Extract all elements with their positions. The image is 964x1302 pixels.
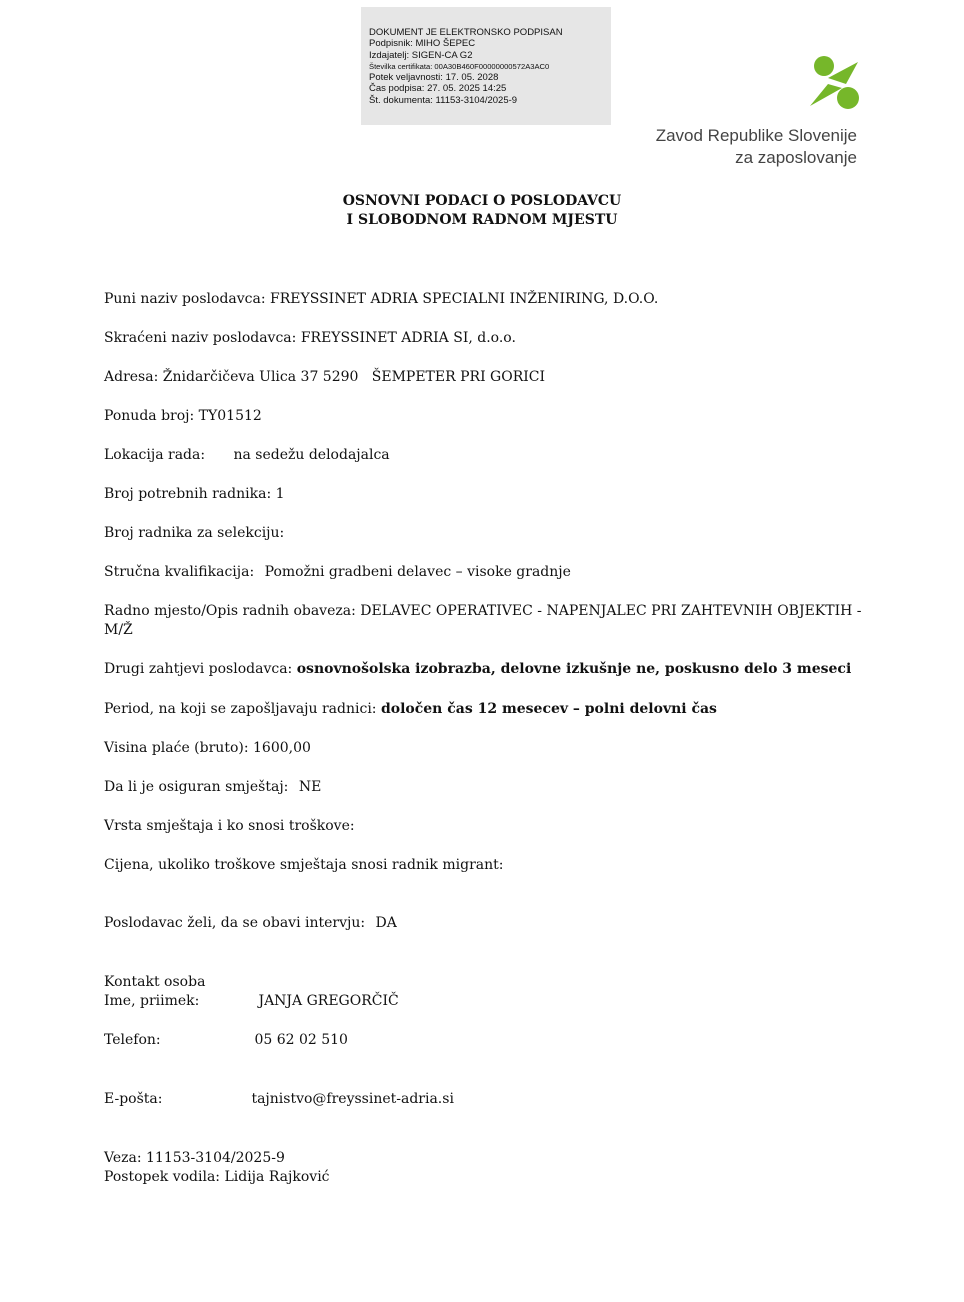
contact-phone: [104, 1031, 348, 1050]
other-req-label: Drugi zahtjevi poslodavca:: [104, 661, 293, 677]
stamp-heading: DOKUMENT JE ELEKTRONSKO PODPISAN: [369, 27, 563, 38]
stamp-signing-time: Čas podpisa: 27. 05. 2025 14:25: [369, 83, 507, 95]
stamp-issuer: Izdajatelj: SIGEN-CA G2: [369, 49, 473, 61]
other-req-value: osnovnošolska izobrazba, delovne izkušnje ne, poskusno delo 3 meseci: [296, 661, 852, 677]
handled-by: Postopek vodila: Lidija Rajković: [104, 1169, 330, 1185]
field-full-name: [104, 290, 658, 309]
offer-label: Ponuda broj:: [104, 408, 195, 424]
reference-number: Veza: 11153-3104/2025-9: [104, 1150, 285, 1166]
field-workers-selection: [104, 524, 284, 543]
field-workers-needed: [104, 485, 285, 504]
field-other-requirements: [104, 660, 851, 679]
field-accommodation-price: [104, 856, 503, 875]
stamp-signer: Podpisnik: MIHO ŠEPEC: [369, 38, 476, 50]
field-location: [104, 446, 390, 465]
title-line1: OSNOVNI PODACI O POSLODAVCU: [342, 193, 622, 209]
accommodation-label: Da li je osiguran smještaj:: [104, 779, 289, 795]
title-line2: I SLOBODNOM RADNOM MJESTU: [346, 212, 618, 228]
qualification-value: Pomožni gradbeni delavec – visoke gradnje: [264, 564, 571, 580]
salary-value: 1600,00: [253, 740, 311, 756]
field-short-name: [104, 329, 516, 348]
qualification-label: Stručna kvalifikacija:: [104, 564, 255, 580]
interview-value: DA: [375, 915, 397, 931]
electronic-signature-stamp: [361, 7, 611, 125]
contact-phone-label: Telefon:: [104, 1032, 161, 1048]
stamp-certificate-number: Številka certifikata: 00A30B460F00000000572A3AC0: [369, 61, 550, 71]
contact-name-value: JANJA GREGORČIČ: [258, 993, 399, 1009]
field-qualification: [104, 563, 571, 582]
field-address: [104, 368, 545, 387]
workers-selection-label: Broj radnika za selekciju:: [104, 525, 285, 541]
org-name-line2: za zaposlovanje: [735, 148, 857, 167]
short-name-label: Skraćeni naziv poslodavca:: [104, 330, 297, 346]
address-value: Žnidarčičeva Ulica 37 5290 ŠEMPETER PRI GORICI: [162, 369, 546, 385]
contact-email: [104, 1090, 454, 1109]
location-label: Lokacija rada:: [104, 447, 206, 463]
address-label: Adresa:: [104, 369, 159, 385]
full-name-label: Puni naziv poslodavca:: [104, 291, 266, 307]
period-label: Period, na koji se zapošljavaju radnici:: [104, 701, 377, 717]
workers-needed-label: Broj potrebnih radnika:: [104, 486, 272, 502]
field-job-description: [104, 602, 862, 640]
contact-email-value[interactable]: tajnistvo@freyssinet-adria.si: [251, 1091, 454, 1107]
contact-name: [104, 992, 399, 1011]
stamp-document-number: Št. dokumenta: 11153-3104/2025-9: [369, 94, 518, 106]
field-accommodation: [104, 778, 321, 797]
short-name-value: FREYSSINET ADRIA SI, d.o.o.: [300, 330, 516, 346]
workers-needed-value: 1: [275, 486, 285, 502]
period-value: določen čas 12 mesecev – polni delovni čas: [380, 701, 717, 717]
interview-label: Poslodavac želi, da se obavi intervju:: [104, 915, 366, 931]
contact-email-label: E-pošta:: [104, 1091, 163, 1107]
contact-heading: Kontakt osoba: [104, 974, 206, 990]
contact-name-label: Ime, priimek:: [104, 993, 200, 1009]
document-title: [0, 192, 964, 230]
salary-label: Visina plaće (bruto):: [104, 740, 249, 756]
full-name-value: FREYSSINET ADRIA SPECIALNI INŽENIRING, D.O.O.: [270, 291, 659, 307]
job-label: Radno mjesto/Opis radnih obaveza:: [104, 603, 356, 619]
field-interview: [104, 914, 397, 933]
field-salary: [104, 739, 311, 758]
field-accommodation-type: [104, 817, 355, 836]
location-value: na sedežu delodajalca: [233, 447, 390, 463]
field-employment-period: [104, 700, 717, 719]
offer-value: TY01512: [198, 408, 262, 424]
contact-phone-value: 05 62 02 510: [254, 1032, 348, 1048]
price-label: Cijena, ukoliko troškove smještaja snosi radnik migrant:: [104, 857, 504, 873]
organization-name: [656, 125, 857, 169]
field-offer-number: [104, 407, 262, 426]
org-name-line1: Zavod Republike Slovenije: [655, 126, 857, 145]
job-value: DELAVEC OPERATIVEC - NAPENJALEC PRI ZAHTEVNIH OBJEKTIH - M/Ž: [104, 603, 862, 638]
stamp-validity: Potek veljavnosti: 17. 05. 2028: [369, 72, 499, 84]
zrss-logo-icon: [808, 54, 862, 112]
accommodation-type-label: Vrsta smještaja i ko snosi troškove:: [104, 818, 355, 834]
accommodation-value: NE: [298, 779, 322, 795]
